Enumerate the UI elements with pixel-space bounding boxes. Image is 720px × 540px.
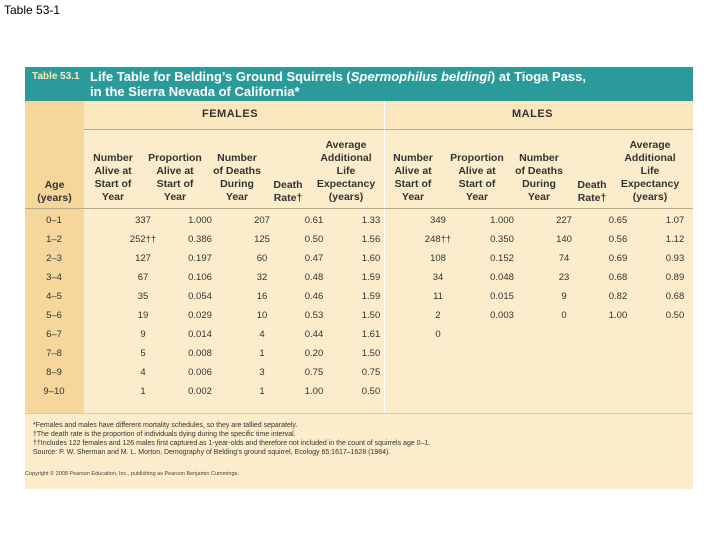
col-f-exp-header: Average Additional Life Expectancy (years) (316, 139, 376, 203)
group-females: FEMALES (202, 108, 259, 120)
table-cell: 4 (140, 367, 146, 378)
table-cell: 337 (135, 215, 151, 226)
life-table (25, 67, 693, 488)
table-header-band (25, 67, 693, 101)
table-title (90, 69, 586, 99)
age-cell: 7–8 (46, 348, 62, 359)
table-cell: 1.00 (304, 386, 324, 397)
table-cell: 0.152 (490, 253, 514, 264)
age-cell: 8–9 (46, 367, 62, 378)
table-cell: 127 (135, 253, 151, 264)
footnote: ††Includes 122 females and 126 males first captured as 1-year-olds and therefore not included in the count of squirrels age 0–1. (33, 440, 431, 447)
table-cell: 9 (561, 291, 567, 302)
col-m-prop-header: Proportion Alive at Start of Year (450, 152, 504, 203)
table-cell: 0.350 (490, 234, 514, 245)
table-cell: 4 (259, 329, 265, 340)
table-cell: 0.014 (188, 329, 212, 340)
table-cell: 0.50 (361, 386, 381, 397)
table-cell: 0.65 (608, 215, 628, 226)
footnote: *Females and males have different mortality schedules, so they are tallied separately. (33, 422, 298, 429)
slide-title: Table 53-1 (4, 3, 61, 17)
table-cell: 9 (140, 329, 146, 340)
table-cell: 1.56 (361, 234, 381, 245)
age-cell: 4–5 (46, 291, 62, 302)
table-cell: 0.46 (304, 291, 324, 302)
title-text-1: Life Table for Belding’s Ground Squirrels ( (90, 69, 351, 84)
table-cell: 0.002 (188, 386, 212, 397)
col-m-rate-header: Death Rate† (577, 179, 607, 204)
age-cell: 5–6 (46, 310, 62, 321)
table-cell: 1.07 (665, 215, 685, 226)
table-cell: 0.054 (188, 291, 212, 302)
table-cell: 0.89 (665, 272, 685, 283)
col-age-header: Age (years) (37, 179, 72, 204)
table-cell: 74 (558, 253, 570, 264)
table-cell: 1.000 (188, 215, 212, 226)
table-cell: 1.61 (361, 329, 381, 340)
table-cell: 0.82 (608, 291, 628, 302)
col-f-alive-header: Number Alive at Start of Year (93, 152, 133, 203)
table-cell: 67 (137, 272, 149, 283)
table-cell: 0.68 (608, 272, 628, 283)
table-cell: 0.53 (304, 310, 324, 321)
table-cell: 0.048 (490, 272, 514, 283)
table-cell: 0.197 (188, 253, 212, 264)
col-f-prop-header: Proportion Alive at Start of Year (148, 152, 202, 203)
table-cell: 0 (435, 329, 441, 340)
table-cell: 32 (256, 272, 268, 283)
table-cell: 0.75 (304, 367, 324, 378)
age-cell: 9–10 (43, 386, 65, 397)
table-cell: 60 (256, 253, 268, 264)
table-cell: 0.47 (304, 253, 324, 264)
title-text-2: ) at Tioga Pass, in the Sierra Nevada of California* (90, 69, 587, 99)
table-cell: 125 (254, 234, 270, 245)
footnote: †The death rate is the proportion of individuals dying during the specific time interval. (33, 431, 296, 438)
table-cell: 1.59 (361, 272, 381, 283)
header-separator (25, 208, 693, 209)
table-cell: 3 (259, 367, 265, 378)
group-males: MALES (512, 108, 553, 120)
col-m-alive-header: Number Alive at Start of Year (393, 152, 433, 203)
table-cell: 349 (430, 215, 446, 226)
table-cell: 1 (140, 386, 146, 397)
table-cell: 35 (137, 291, 149, 302)
table-cell: 252†† (129, 234, 157, 245)
table-cell: 1.50 (361, 310, 381, 321)
table-cell: 248†† (424, 234, 452, 245)
table-cell: 0.386 (188, 234, 212, 245)
table-cell: 0.44 (304, 329, 324, 340)
table-cell: 0.61 (304, 215, 324, 226)
table-cell: 0.029 (188, 310, 212, 321)
table-cell: 34 (432, 272, 444, 283)
table-cell: 1 (259, 386, 265, 397)
table-cell: 140 (556, 234, 572, 245)
age-cell: 3–4 (46, 272, 62, 283)
table-cell: 1.50 (361, 348, 381, 359)
table-cell: 1.59 (361, 291, 381, 302)
table-cell: 0.106 (188, 272, 212, 283)
age-cell: 1–2 (46, 234, 62, 245)
table-cell: 108 (430, 253, 446, 264)
table-cell: 1.00 (608, 310, 628, 321)
copyright-notice: Copyright © 2008 Pearson Education, Inc., publishing as Pearson Benjamin Cummings. (25, 471, 239, 477)
table-cell: 1.000 (490, 215, 514, 226)
table-cell: 0.50 (665, 310, 685, 321)
col-f-rate-header: Death Rate† (273, 179, 303, 204)
title-species: Spermophilus beldingi (350, 69, 491, 84)
table-cell: 0.75 (361, 367, 381, 378)
table-cell: 10 (256, 310, 268, 321)
table-label: Table 53.1 (32, 71, 80, 82)
table-cell: 207 (254, 215, 270, 226)
table-cell: 0.48 (304, 272, 324, 283)
table-cell: 23 (558, 272, 570, 283)
table-cell: 0.003 (490, 310, 514, 321)
table-cell: 16 (256, 291, 268, 302)
table-cell: 0.008 (188, 348, 212, 359)
age-cell: 0–1 (46, 215, 62, 226)
table-cell: 227 (556, 215, 572, 226)
table-cell: 0.56 (608, 234, 628, 245)
table-cell: 11 (433, 291, 443, 302)
table-cell: 0.68 (665, 291, 685, 302)
table-cell: 0.69 (608, 253, 628, 264)
age-cell: 2–3 (46, 253, 62, 264)
age-cell: 6–7 (46, 329, 62, 340)
footnote: Source: P. W. Sherman and M. L. Morton, Demography of Belding’s ground squirrel, Ecology 65:1617–1628 (1984). (33, 449, 391, 456)
table-cell: 1 (259, 348, 265, 359)
table-cell: 0.20 (304, 348, 324, 359)
table-cell: 2 (435, 310, 441, 321)
table-cell: 0.93 (665, 253, 685, 264)
table-cell: 1.33 (361, 215, 381, 226)
table-cell: 1.12 (665, 234, 685, 245)
table-cell: 1.60 (361, 253, 381, 264)
table-cell: 0.015 (490, 291, 514, 302)
table-cell: 5 (140, 348, 146, 359)
col-m-exp-header: Average Additional Life Expectancy (years) (620, 139, 680, 203)
footnotes (25, 413, 693, 489)
table-cell: 19 (137, 310, 149, 321)
col-m-deaths-header: Number of Deaths During Year (515, 152, 563, 203)
table-cell: 0.006 (188, 367, 212, 378)
table-cell: 0 (561, 310, 567, 321)
table-cell: 0.50 (304, 234, 324, 245)
group-header-row (84, 101, 693, 130)
table-body-area (25, 101, 693, 413)
col-f-deaths-header: Number of Deaths During Year (213, 152, 261, 203)
